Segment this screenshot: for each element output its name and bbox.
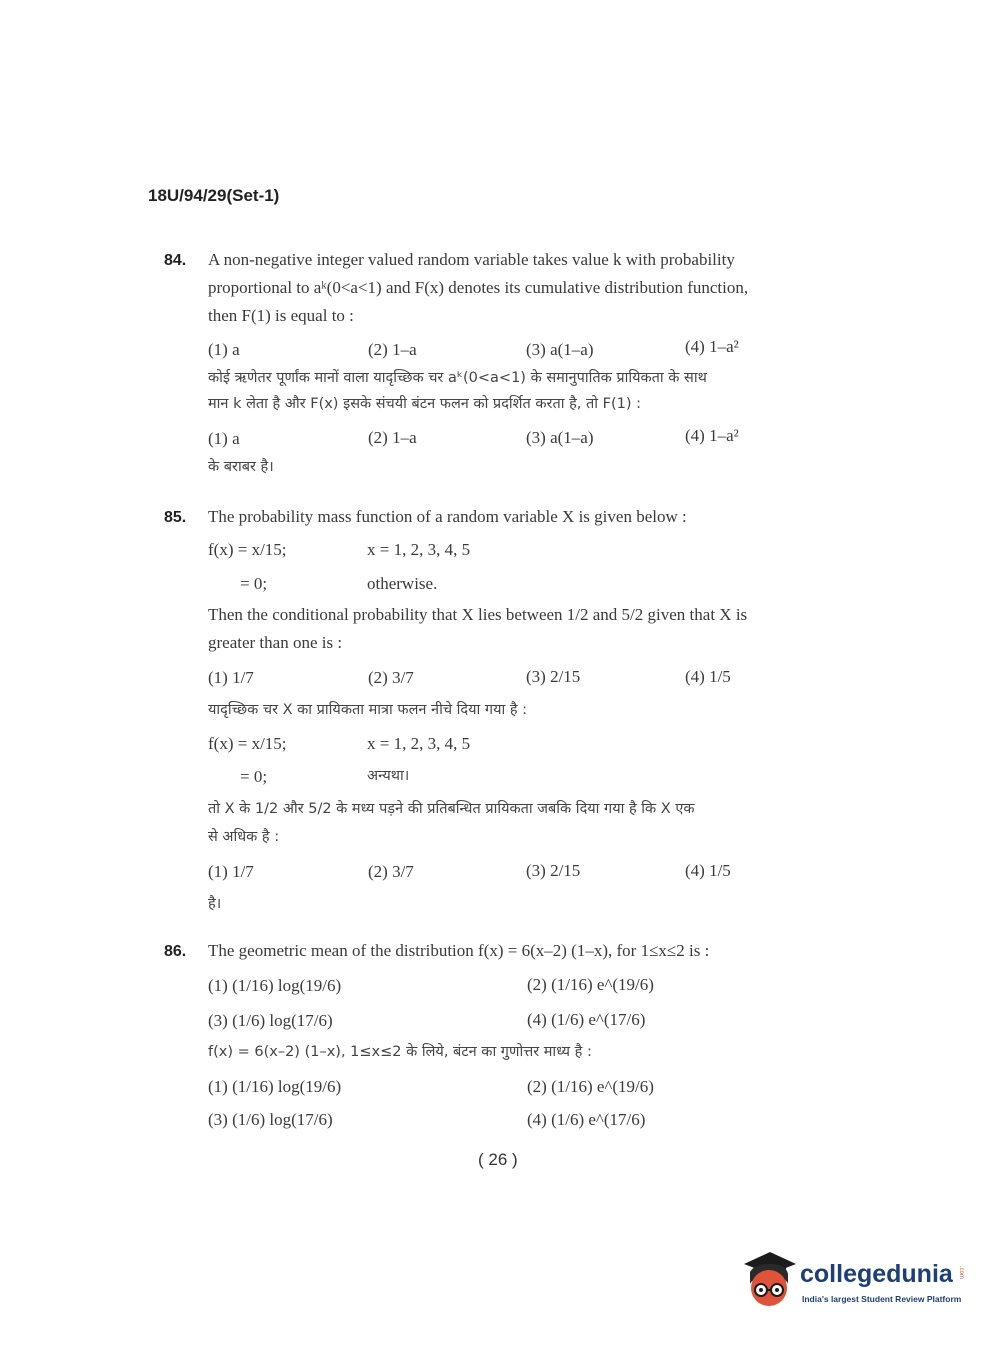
q85-pmf-zero: = 0; [240,574,268,593]
q85-hindi-option-4: (4) 1/5 [685,861,731,880]
q86-hindi-option-3: (3) (1/6) log(17/6) [208,1110,333,1129]
paper-code: 18U/94/29(Set-1) [148,186,280,205]
logo-brand-name: collegedunia [800,1260,953,1288]
q84-option-2: (2) 1–a [368,340,417,359]
graduate-mascot-icon [740,1250,798,1312]
q86-option-3: (3) (1/6) log(17/6) [208,1011,333,1030]
q84-option-1: (1) a [208,340,240,359]
q85-hindi-pmf-otherwise: अन्यथा। [367,768,410,784]
q84-text-line-2: proportional to aᵏ(0<a<1) and F(x) denotes its cumulative distribution function, [208,278,749,297]
q85-text-line-2: greater than one is : [208,633,343,652]
q85-hindi-ending: है। [208,896,222,912]
q85-option-3: (3) 2/15 [526,667,581,686]
q86-text: The geometric mean of the distribution f(x) = 6(x–2) (1–x), for 1≤x≤2 is : [208,941,710,960]
q86-hindi-option-1: (1) (1/16) log(19/6) [208,1077,342,1096]
q85-hindi-option-1: (1) 1/7 [208,862,254,881]
q85-hindi-pmf-zero: = 0; [240,767,268,786]
q85-option-1: (1) 1/7 [208,668,254,687]
q86-hindi-option-2: (2) (1/16) e^(19/6) [527,1077,654,1096]
q85-intro: The probability mass function of a random variable X is given below : [208,507,687,526]
q86-hindi-text: f(x) = 6(x–2) (1–x), 1≤x≤2 के लिये, बंटन का गुणोत्तर माध्य है : [208,1044,592,1060]
q84-hindi-option-2: (2) 1–a [368,428,417,447]
q84-text-line-3: then F(1) is equal to : [208,306,354,325]
logo-domain-suffix: .com [958,1266,964,1280]
q85-hindi-line-2: से अधिक है : [208,829,280,845]
q84-hindi-line-2: मान k लेता है और F(x) इसके संचयी बंटन फलन को प्रदर्शित करता है, तो F(1) : [208,396,641,412]
q84-option-3: (3) a(1–a) [526,340,594,359]
logo-tagline: India's largest Student Review Platform [802,1294,962,1304]
q85-hindi-pmf-left: f(x) = x/15; [208,734,287,753]
question-86-number: 86. [164,943,187,960]
question-85-number: 85. [164,509,187,526]
collegedunia-logo [740,1250,970,1312]
q86-option-2: (2) (1/16) e^(19/6) [527,975,654,994]
q86-option-4: (4) (1/6) e^(17/6) [527,1010,646,1029]
question-84-number: 84. [164,252,187,269]
q84-option-4: (4) 1–a² [685,337,739,356]
q85-hindi-intro: यादृच्छिक चर X का प्रायिकता मात्रा फलन नीचे दिया गया है : [208,702,528,718]
q85-hindi-option-3: (3) 2/15 [526,861,581,880]
q85-pmf-right: x = 1, 2, 3, 4, 5 [367,540,471,559]
page-number: ( 26 ) [478,1150,518,1169]
q84-hindi-option-1: (1) a [208,429,240,448]
q85-pmf-left: f(x) = x/15; [208,540,287,559]
q85-hindi-option-2: (2) 3/7 [368,862,414,881]
q86-hindi-option-4: (4) (1/6) e^(17/6) [527,1110,646,1129]
q84-hindi-ending: के बराबर है। [208,459,274,475]
q85-pmf-otherwise: otherwise. [367,574,438,593]
q86-option-1: (1) (1/16) log(19/6) [208,976,342,995]
q85-hindi-pmf-right: x = 1, 2, 3, 4, 5 [367,734,471,753]
q84-text-line-1: A non-negative integer valued random variable takes value k with probability [208,250,735,269]
q85-hindi-line-1: तो X के 1/2 और 5/2 के मध्य पड़ने की प्रतिबन्धित प्रायिकता जबकि दिया गया है कि X एक [208,801,695,817]
q85-text-line-1: Then the conditional probability that X lies between 1/2 and 5/2 given that X is [208,605,748,624]
q84-hindi-option-4: (4) 1–a² [685,426,739,445]
q84-hindi-option-3: (3) a(1–a) [526,428,594,447]
q85-option-4: (4) 1/5 [685,667,731,686]
q84-hindi-line-1: कोई ऋणेतर पूर्णांक मानों वाला यादृच्छिक चर aᵏ(0<a<1) के समानुपातिक प्रायिकता के साथ [208,370,707,386]
q85-option-2: (2) 3/7 [368,668,414,687]
